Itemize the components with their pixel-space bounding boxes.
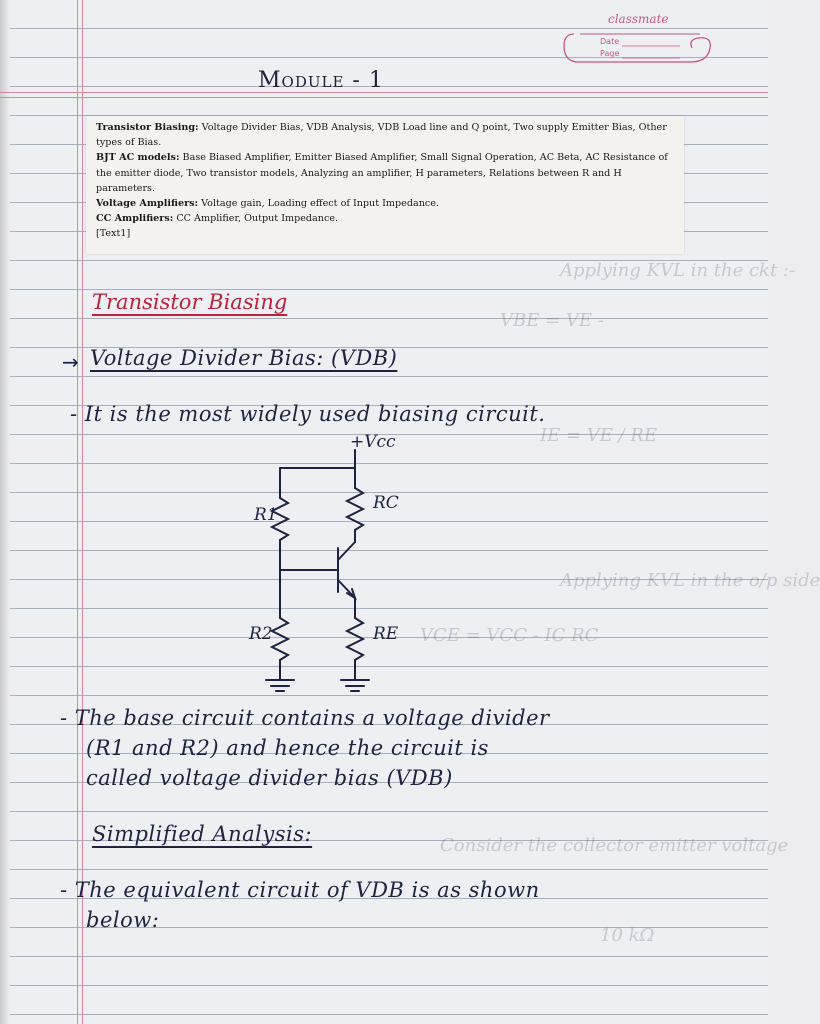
header-rule: [0, 92, 768, 93]
bleed-text: IE = VE / RE: [540, 425, 658, 446]
bleed-text: VBE = VE -: [500, 310, 604, 331]
syllabus-reference: [Text1]: [96, 228, 131, 240]
bleed-text: VCE = VCC - IC RC: [420, 625, 599, 646]
note-line: (R1 and R2) and hence the circuit is: [86, 736, 489, 760]
section-heading: Transistor Biasing: [92, 290, 288, 314]
syllabus-line: Voltage Amplifiers: Voltage gain, Loading effect of Input Impedance.: [96, 198, 439, 210]
vcc-label: +Vcc: [350, 432, 396, 452]
bleed-text: Applying KVL in the ckt :-: [560, 260, 796, 281]
re-label: RE: [373, 624, 399, 644]
brand-name: classmate: [608, 12, 669, 26]
page-label: Page: [600, 49, 620, 58]
syllabus-clipping: [86, 116, 684, 254]
syllabus-line: BJT AC models: Base Biased Amplifier, Emitter Biased Amplifier, Small Signal Operation, AC Beta, AC Resistance of the emitter diode, Two transistor models, Analyzing an amplifier, H parameters, Relations between R and H parameters.: [96, 152, 668, 194]
vdb-circuit-diagram: [240, 430, 440, 700]
note-line: called voltage divider bias (VDB): [86, 766, 453, 790]
syllabus-line: CC Amplifiers: CC Amplifier, Output Impedance.: [96, 213, 339, 225]
r2-label: R2: [249, 624, 273, 644]
syllabus-line: Transistor Biasing: Voltage Divider Bias, VDB Analysis, VDB Load line and Q point, Two supply Emitter Bias, Other types of Bias.: [96, 122, 667, 149]
note-line: - It is the most widely used biasing circuit.: [70, 402, 546, 426]
page-binding: [0, 0, 10, 1024]
r1-label: R1: [254, 505, 278, 525]
subheading: Simplified Analysis:: [92, 822, 313, 846]
note-line: - The equivalent circuit of VDB is as shown: [60, 878, 540, 902]
note-line: below:: [86, 908, 160, 932]
subheading: Voltage Divider Bias: (VDB): [90, 346, 398, 370]
classmate-logo: [560, 8, 716, 70]
arrow-right-icon: →: [62, 350, 79, 374]
note-line: - The base circuit contains a voltage divider: [60, 706, 550, 730]
margin-line: [77, 0, 78, 1024]
header-rule-inner: [0, 97, 768, 98]
bleed-text: Applying KVL in the o/p side: [560, 570, 820, 591]
margin-line-inner: [82, 0, 83, 1024]
bleed-text: Consider the collector emitter voltage: [440, 835, 789, 856]
module-title: Module - 1: [258, 68, 384, 93]
brand-frame-icon: [560, 28, 716, 70]
bleed-text: 10 kΩ: [600, 925, 655, 946]
date-label: Date: [600, 37, 620, 46]
rc-label: RC: [373, 493, 399, 513]
